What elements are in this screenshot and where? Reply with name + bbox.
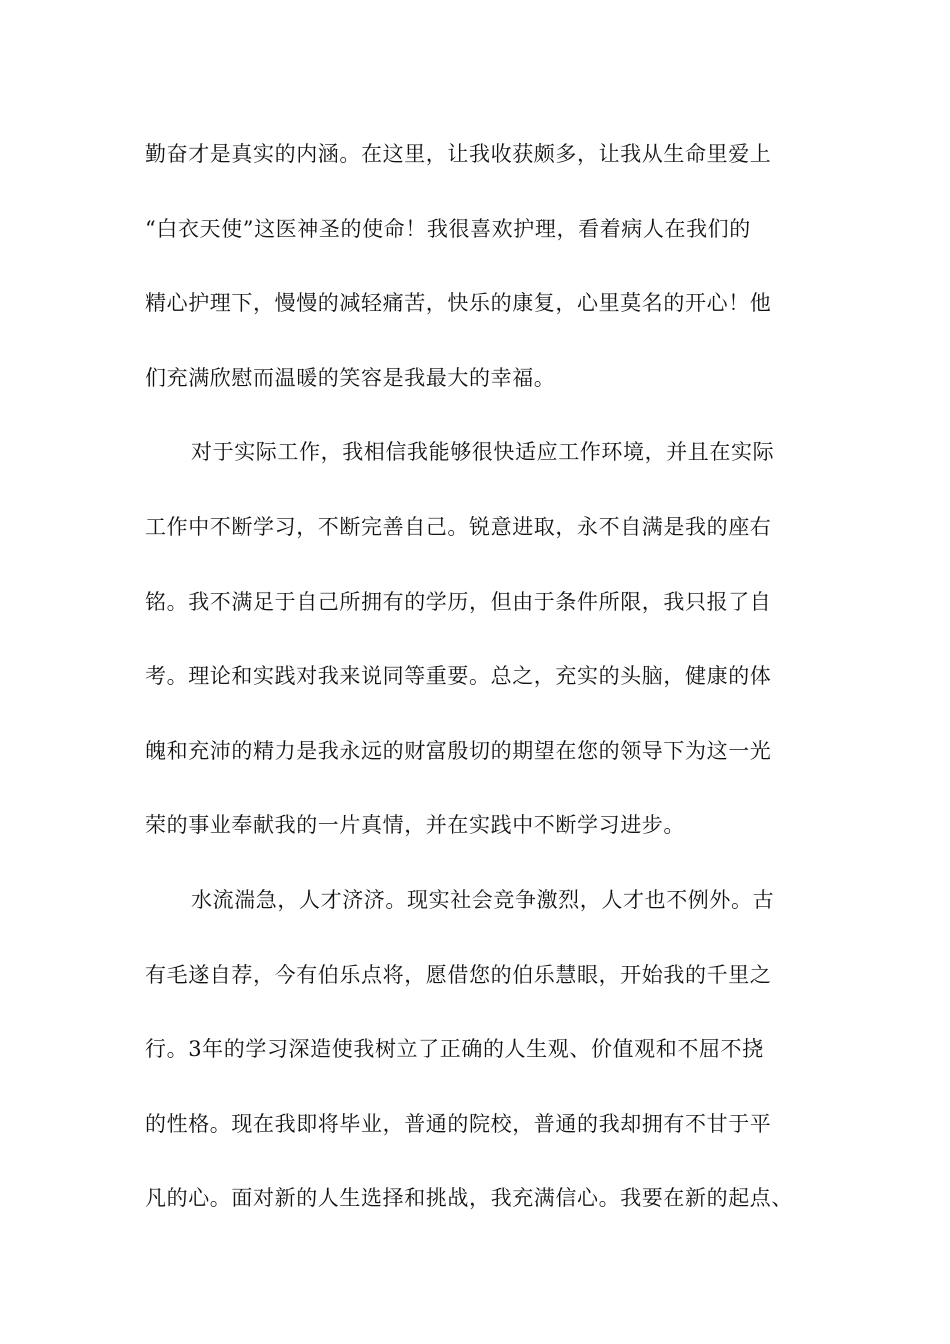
text-line: 的性格。现在我即将毕业，普通的院校，普通的我却拥有不甘于平 <box>145 1111 772 1136</box>
text-line: 精心护理下，慢慢的减轻痛苦，快乐的康复，心里莫名的开心！他 <box>145 291 772 316</box>
text-line: 铭。我不满足于自己所拥有的学历，但由于条件所限，我只报了自 <box>145 589 772 614</box>
text-line: 凡的心。面对新的人生选择和挑战，我充满信心。我要在新的起点、 <box>145 1186 793 1211</box>
text-line: 工作中不断学习，不断完善自己。锐意进取，永不自满是我的座右 <box>145 514 772 539</box>
paragraph-first-line: 水流湍急，人才济济。现实社会竞争激烈，人才也不例外。古 <box>191 887 775 912</box>
text-line: 有毛遂自荐，今有伯乐点将，愿借您的伯乐慧眼，开始我的千里之 <box>145 962 772 987</box>
body-text <box>145 126 835 1245</box>
text-line: 勤奋才是真实的内涵。在这里，让我收获颇多，让我从生命里爱上 <box>145 142 772 166</box>
text-line: 行。3年的学习深造使我树立了正确的人生观、价值观和不屈不挠 <box>145 1037 764 1062</box>
text-line: 魄和充沛的精力是我永远的财富殷切的期望在您的领导下为这一光 <box>145 738 772 763</box>
text-line: 考。理论和实践对我来说同等重要。总之，充实的头脑，健康的体 <box>145 664 772 689</box>
text-line: 们充满欣慰而温暖的笑容是我最大的幸福。 <box>145 365 556 390</box>
text-line: 荣的事业奉献我的一片真情，并在实践中不断学习进步。 <box>145 813 685 838</box>
paragraph-first-line: 对于实际工作，我相信我能够很快适应工作环境，并且在实际 <box>191 440 775 465</box>
text-line: “白衣天使”这医神圣的使命！我很喜欢护理，看着病人在我们的 <box>145 216 751 241</box>
